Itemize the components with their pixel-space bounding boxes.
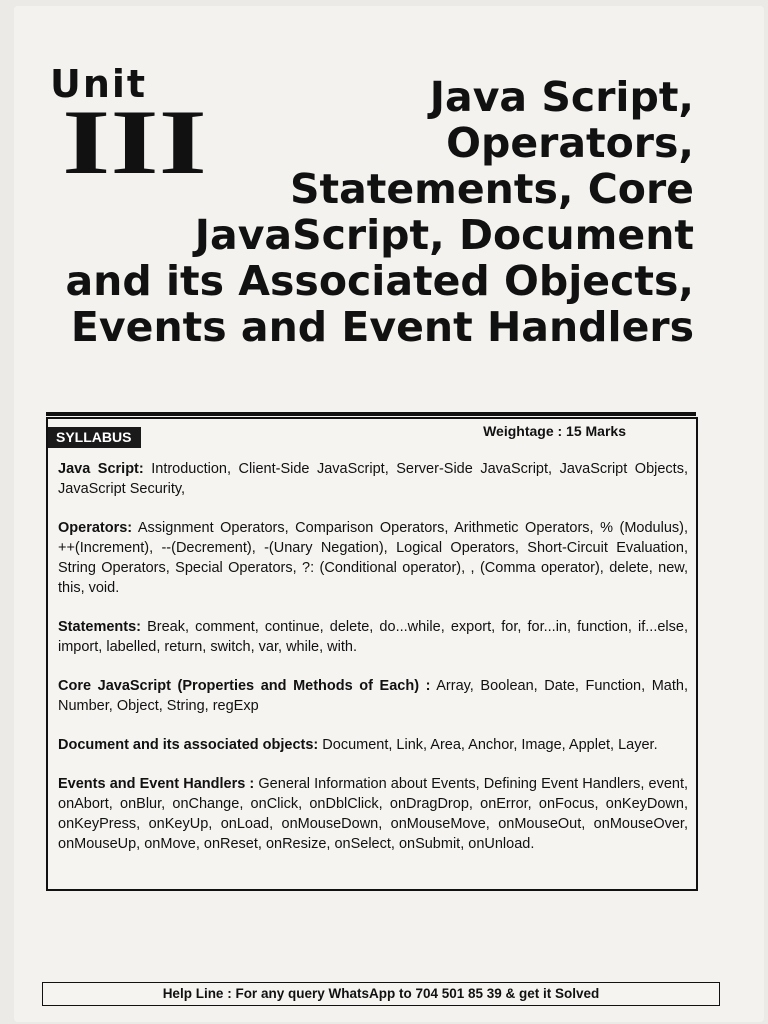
chapter-title <box>54 74 694 350</box>
entry-heading: Events and Event Handlers : <box>58 776 255 792</box>
entry-body: General Information about Events, Defining Event Handlers, event, onAbort, onBlur, onChange, onClick, onDblClick, onDragDrop, onError, onFocus, onKeyDown, onKeyPress, onKeyUp, onLoad, onMouseDown, onMouseMove, onMouseOut, onMouseOver, onMouseUp, onMove, onReset, onResize, onSelect, onSubmit, onUnload. <box>58 776 688 852</box>
title-line: and its Associated Objects, <box>65 257 694 305</box>
syllabus-entries <box>58 459 688 873</box>
syllabus-entry-statements <box>58 617 688 657</box>
title-line: Events and Event Handlers <box>70 303 694 351</box>
syllabus-box <box>46 417 698 891</box>
title-line: Operators, <box>446 119 694 167</box>
entry-body: Array, Boolean, Date, Function, Math, Number, Object, String, regExp <box>58 678 688 714</box>
unit-label: Unit <box>50 62 148 106</box>
weightage-label: Weightage : 15 Marks <box>483 423 626 439</box>
syllabus-entry-document-objects <box>58 735 688 755</box>
syllabus-entry-javascript <box>58 459 688 499</box>
unit-number: III <box>62 91 208 193</box>
syllabus-entry-operators <box>58 518 688 598</box>
entry-heading: Document and its associated objects: <box>58 737 319 753</box>
entry-heading: Operators: <box>58 520 133 536</box>
syllabus-entry-core-javascript <box>58 676 688 716</box>
entry-body: Document, Link, Area, Anchor, Image, Applet, Layer. <box>318 737 658 753</box>
title-line: JavaScript, Document <box>194 211 694 259</box>
syllabus-entry-events <box>58 774 688 854</box>
syllabus-tag: SYLLABUS <box>48 427 141 448</box>
helpline-box: Help Line : For any query WhatsApp to 704 501 85 39 & get it Solved <box>42 982 720 1006</box>
entry-heading: Core JavaScript (Properties and Methods of Each) : <box>58 678 431 694</box>
entry-heading: Java Script: <box>58 461 144 477</box>
title-line: Statements, Core <box>289 165 694 213</box>
entry-body: Break, comment, continue, delete, do...while, export, for, for...in, function, if...else, import, labelled, return, switch, var, while, with. <box>58 619 688 655</box>
title-line: Java Script, <box>429 73 694 121</box>
entry-body: Assignment Operators, Comparison Operators, Arithmetic Operators, % (Modulus), ++(Increment), --(Decrement), -(Unary Negation), Logical Operators, Short-Circuit Evaluation, String Operators, Special Operators, ?: (Conditional operator), , (Comma operator), delete, new, this, void. <box>58 520 688 596</box>
title-divider <box>46 412 696 416</box>
entry-heading: Statements: <box>58 619 141 635</box>
entry-body: Introduction, Client-Side JavaScript, Server-Side JavaScript, JavaScript Objects, JavaScript Security, <box>58 461 688 497</box>
